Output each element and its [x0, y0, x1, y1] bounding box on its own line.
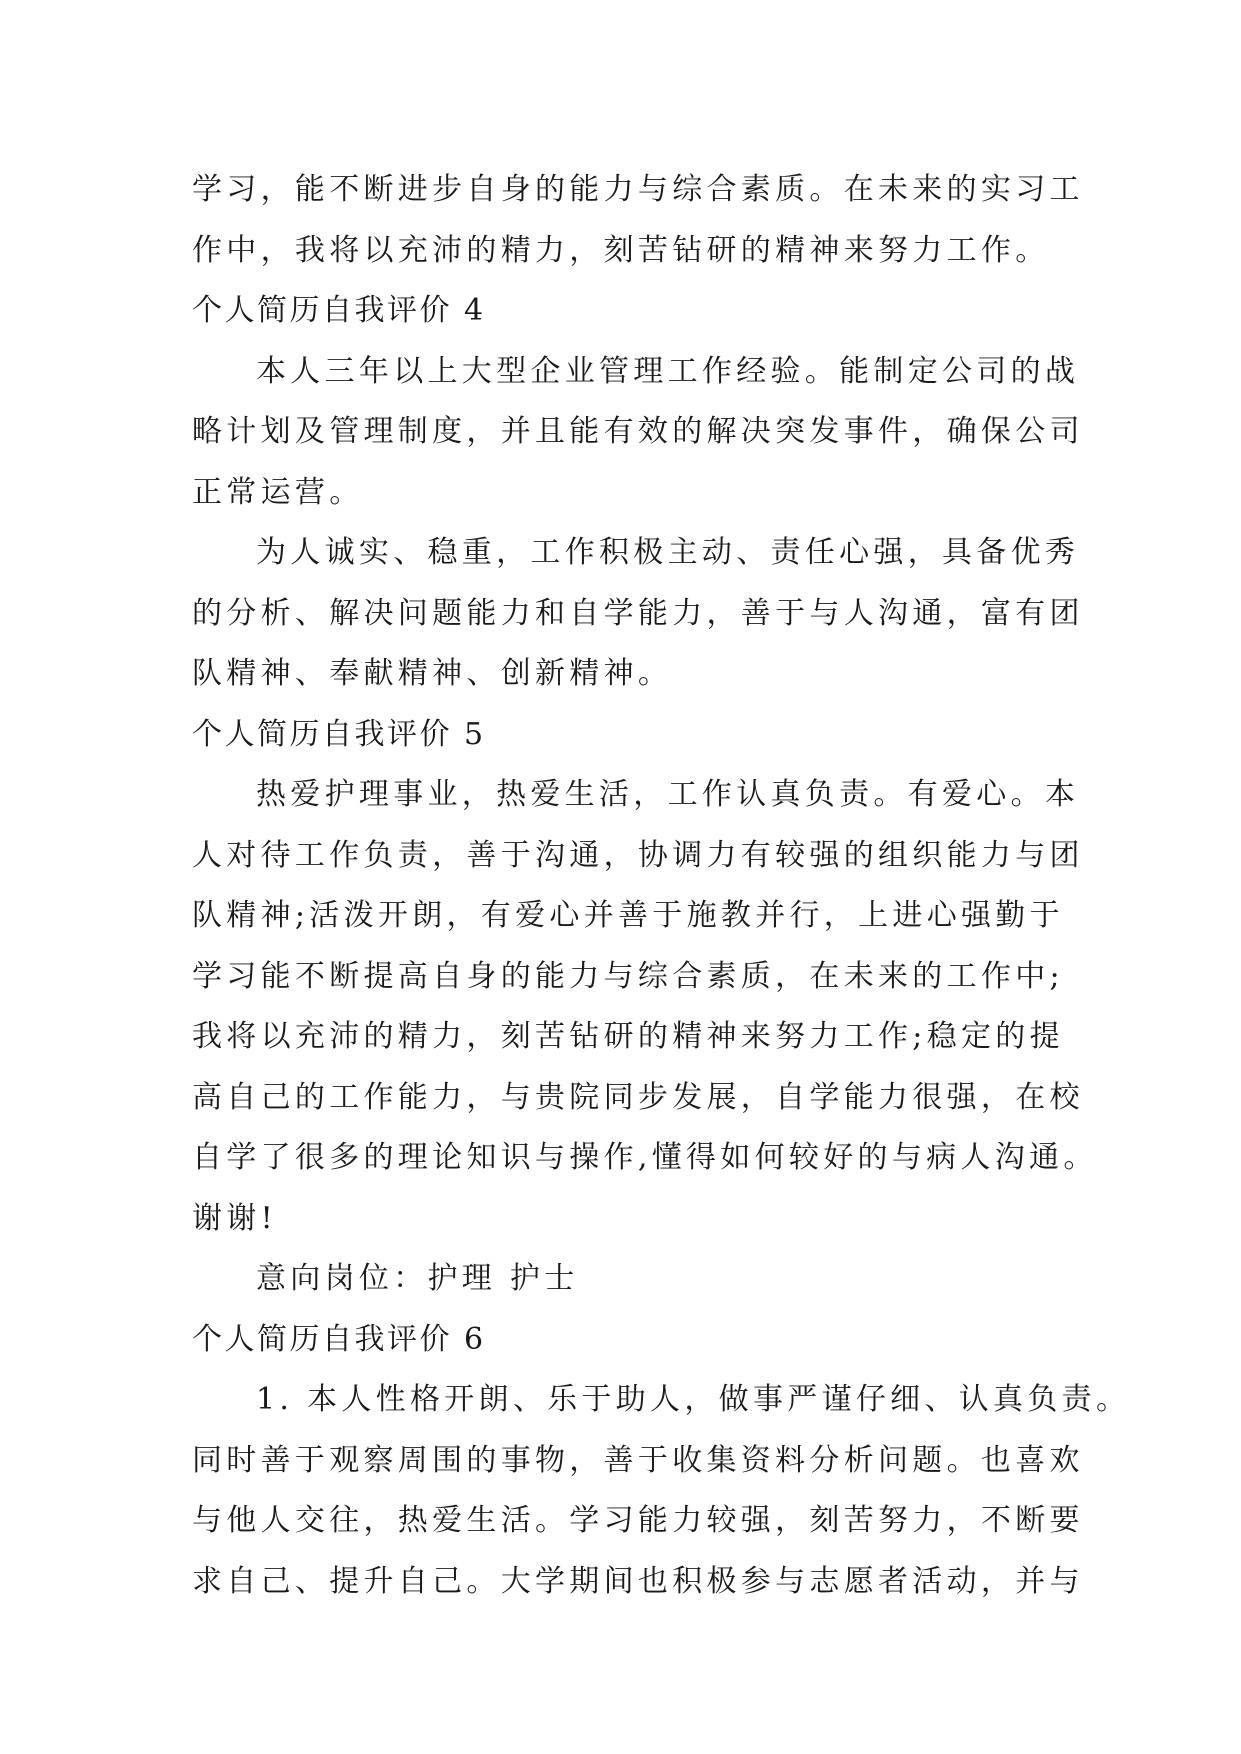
paragraph-start-line: 热爱护理事业，热爱生活，工作认真负责。有爱心。本 — [256, 777, 1080, 812]
body-line: 学习能不断提高自身的能力与综合素质，在未来的工作中; — [192, 958, 1064, 994]
body-line: 队精神;活泼开朗，有爱心并善于施教并行，上进心强勤于 — [192, 898, 1064, 933]
body-line: 人对待工作负责，善于沟通，协调力有较强的组织能力与团 — [192, 837, 1084, 873]
body-line: 高自己的工作能力，与贵院同步发展，自学能力很强，在校 — [192, 1079, 1084, 1115]
body-line: 略计划及管理制度，并且能有效的解决突发事件，确保公司 — [192, 414, 1084, 449]
paragraph-start-line: 1. 本人性格开朗、乐于助人，做事严谨仔细、认真负责。 — [256, 1382, 1131, 1417]
body-line: 谢谢! — [192, 1200, 277, 1236]
paragraph-start-line: 本人三年以上大型企业管理工作经验。能制定公司的战 — [256, 353, 1080, 389]
document-page — [192, 160, 1131, 1612]
section-heading-6: 个人简历自我评价 6 — [192, 1321, 486, 1357]
body-line: 我将以充沛的精力，刻苦钻研的精神来努力工作;稳定的提 — [192, 1019, 1064, 1054]
section-heading-4: 个人简历自我评价 4 — [192, 293, 486, 328]
body-line: 的分析、解决问题能力和自学能力，善于与人沟通，富有团 — [192, 595, 1084, 631]
body-line: 学习，能不断进步自身的能力与综合素质。在未来的实习工 — [192, 172, 1084, 207]
body-line: 队精神、奉献精神、创新精神。 — [192, 656, 673, 691]
body-line: 与他人交往，热爱生活。学习能力较强，刻苦努力，不断要 — [192, 1503, 1084, 1538]
body-line: 求自己、提升自己。大学期间也积极参与志愿者活动，并与 — [192, 1563, 1084, 1599]
body-line: 自学了很多的理论知识与操作,懂得如何较好的与病人沟通。 — [192, 1140, 1098, 1175]
section-heading-5: 个人简历自我评价 5 — [192, 716, 486, 752]
intended-position-line: 意向岗位：护理 护士 — [256, 1261, 579, 1296]
body-line: 作中，我将以充沛的精力，刻苦钻研的精神来努力工作。 — [192, 232, 1050, 268]
body-line: 正常运营。 — [192, 474, 364, 510]
body-line: 同时善于观察周围的事物，善于收集资料分析问题。也喜欢 — [192, 1442, 1084, 1478]
paragraph-start-line: 为人诚实、稳重，工作积极主动、责任心强，具备优秀 — [256, 535, 1080, 570]
